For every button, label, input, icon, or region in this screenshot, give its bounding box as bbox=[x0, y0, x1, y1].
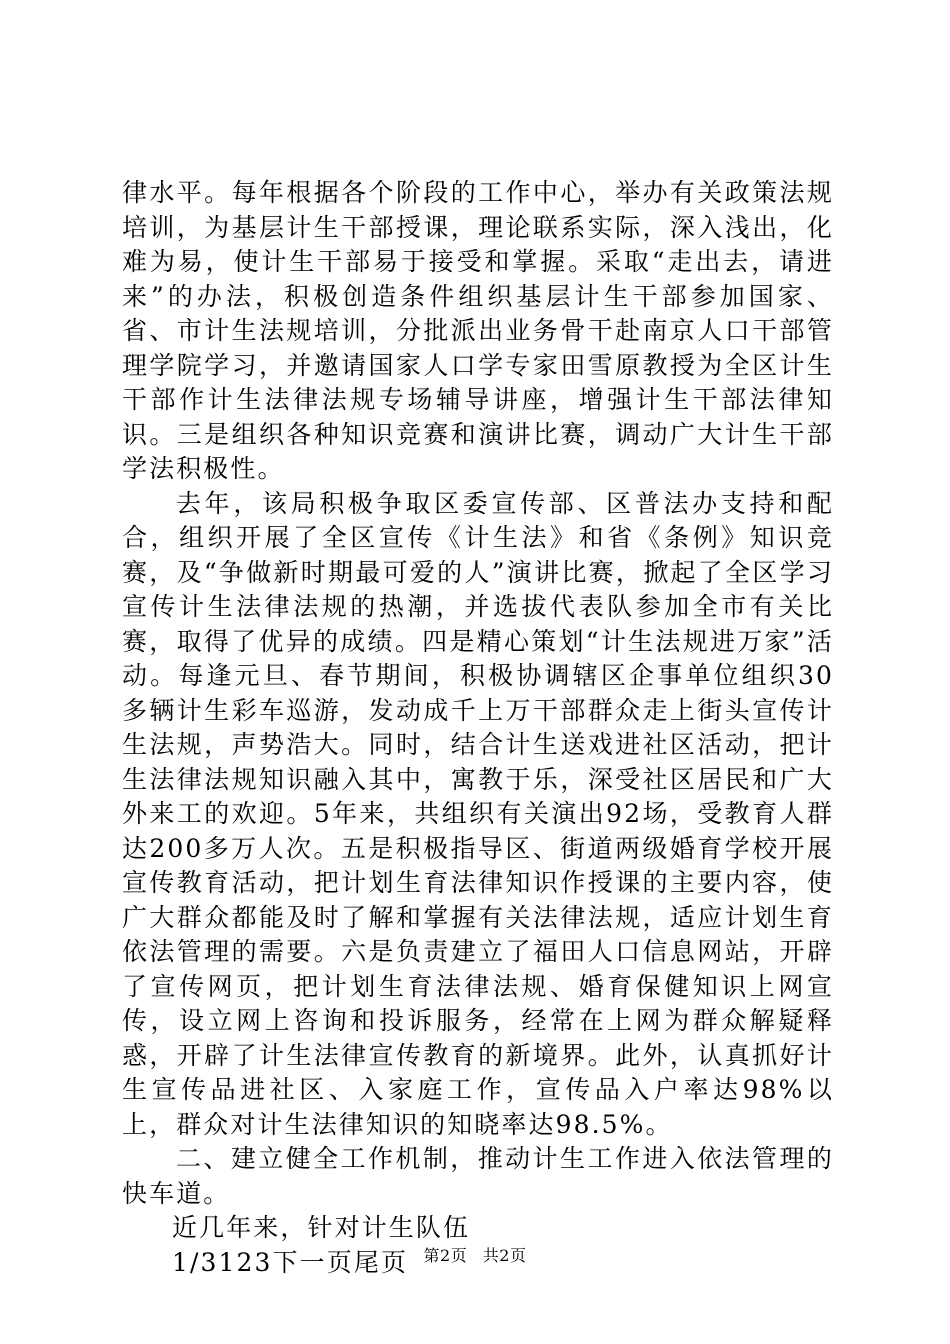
page-total: 共2页 bbox=[482, 1246, 527, 1265]
paragraph-truncated: 近几年来，针对计生队伍 bbox=[172, 1213, 471, 1242]
document-body bbox=[122, 176, 834, 1280]
paragraph-competition: 去年，该局积极争取区委宣传部、区普法办支持和配合，组织开展了全区宣传《计生法》和省《条例》知识竞赛，及“争做新时期最可爱的人”演讲比赛，掀起了全区学习宣传计生法律法规的热潮，并选拔代表队参加全市有关比赛，取得了优异的成绩。四是精心策划“计生法规进万家”活动。每逢元旦、春节期间，积极协调辖区企事单位组织30多辆计生彩车巡游，发动成千上万干部群众走上街头宣传计生法规，声势浩大。同时，结合计生送戏进社区活动，把计生法律法规知识融入其中，寓教于乐，深受社区居民和广大外来工的欢迎。5年来，共组织有关演出92场，受教育人群达200多万人次。五是积极指导区、街道两级婚育学校开展宣传教育活动，把计划生育法律知识作授课的主要内容，使广大群众都能及时了解和掌握有关法律法规，适应计划生育依法管理的需要。六是负责建立了福田人口信息网站，开辟了宣传网页，把计划生育法律法规、婚育保健知识上网宣传，设立网上咨询和投诉服务，经常在上网为群众解疑释惑，开辟了计生法律宣传教育的新境界。此外，认真抓好计生宣传品进社区、入家庭工作，宣传品入户率达98%以上，群众对计生法律知识的知晓率达98.5%。 bbox=[122, 488, 834, 1139]
page-footer bbox=[0, 1243, 950, 1266]
pagination-text: 1/3123下一页尾页 bbox=[172, 1247, 409, 1277]
paragraph-continuation: 律水平。每年根据各个阶段的工作中心，举办有关政策法规培训，为基层计生干部授课，理论联系实际，深入浅出，化难为易，使计生干部易于接受和掌握。采取“走出去，请进来”的办法，积极创造条件组织基层计生干部参加国家、省、市计生法规培训，分批派出业务骨干赴南京人口干部管理学院学习，并邀请国家人口学专家田雪原教授为全区计生干部作计生法律法规专场辅导讲座，增强计生干部法律知识。三是组织各种知识竞赛和演讲比赛，调动广大计生干部学法积极性。 bbox=[122, 178, 834, 483]
page-number: 第2页 bbox=[423, 1246, 468, 1265]
section-heading-two: 二、建立健全工作机制，推动计生工作进入依法管理的快车道。 bbox=[122, 1144, 834, 1208]
